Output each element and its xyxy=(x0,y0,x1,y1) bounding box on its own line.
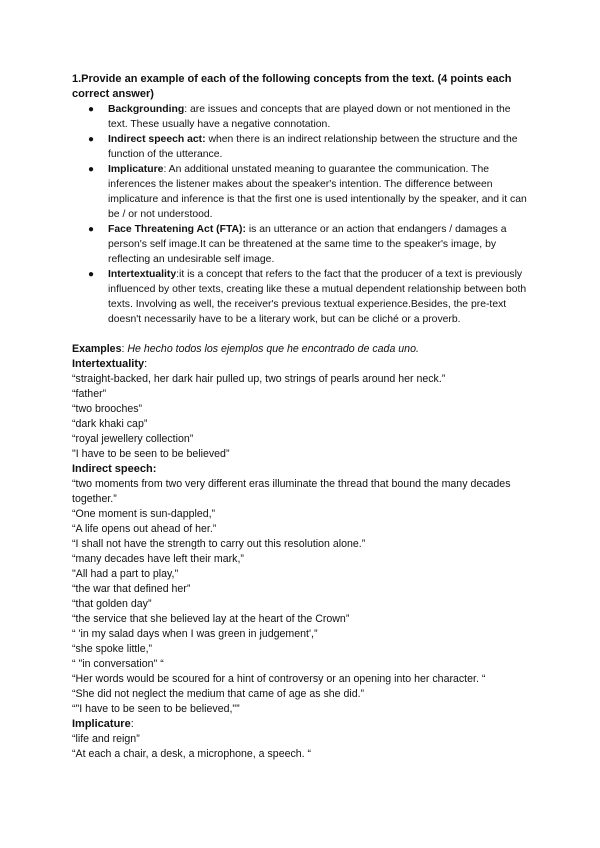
example-line: “life and reign” xyxy=(72,733,140,745)
concept-term: Indirect speech act: xyxy=(108,134,206,145)
examples-intro xyxy=(72,342,528,357)
concept-sep: : xyxy=(184,104,188,115)
concept-term: Implicature xyxy=(108,164,164,175)
concept-term: Backgrounding xyxy=(108,104,185,115)
document-page xyxy=(72,72,528,762)
concept-item xyxy=(72,102,528,132)
example-line: “At each a chair, a desk, a microphone, a speech. “ xyxy=(72,748,312,760)
concept-definition: is an utterance or an action that endangers / damages a person's self image.It can be threatened at the same time to the speaker's image, by reflecting an undesirable self image. xyxy=(108,224,507,265)
concept-definition: when there is an indirect relationship between the structure and the function of the utterance. xyxy=(108,134,518,160)
concept-definition: are issues and concepts that are played down or not mentioned in the text. These usually have a negative connotation. xyxy=(108,104,511,130)
example-line: “"I have to be seen to be believed,"” xyxy=(72,703,240,715)
example-line: “One moment is sun-dappled,” xyxy=(72,508,216,520)
examples-note: He hecho todos los ejemplos que he encontrado de cada uno. xyxy=(124,343,419,355)
concept-item xyxy=(72,267,528,327)
example-line: “dark khaki cap” xyxy=(72,418,148,430)
examples-label: Examples xyxy=(72,343,122,355)
example-line: “the service that she believed lay at the heart of the Crown” xyxy=(72,613,350,625)
blank-line xyxy=(72,327,528,342)
example-line: “I shall not have the strength to carry out this resolution alone.” xyxy=(72,538,366,550)
section-heading-text: Intertextuality xyxy=(72,358,145,370)
section-heading xyxy=(72,462,528,477)
concept-item xyxy=(72,222,528,267)
examples-colon: : xyxy=(121,343,125,355)
example-line: “she spoke little,” xyxy=(72,643,153,655)
section-heading-text: Implicature xyxy=(72,718,131,730)
section-implicature xyxy=(72,717,528,762)
concept-item xyxy=(72,132,528,162)
example-line: "All had a part to play," xyxy=(72,568,179,580)
section-heading xyxy=(72,357,528,372)
example-line: “the war that defined her” xyxy=(72,583,191,595)
section-heading xyxy=(72,717,528,732)
example-line: “father” xyxy=(72,388,107,400)
bullet-icon: ● xyxy=(88,269,95,280)
concept-sep: : xyxy=(163,164,167,175)
example-line: “Her words would be scoured for a hint of controversy or an opening into her character. “ xyxy=(72,673,486,685)
section-heading-colon: : xyxy=(130,718,134,730)
example-line: “that golden day” xyxy=(72,598,152,610)
concept-term: Intertextuality xyxy=(108,269,177,280)
section-intertextuality xyxy=(72,357,528,462)
example-line: “She did not neglect the medium that came of age as she did.” xyxy=(72,688,365,700)
bullet-icon: ● xyxy=(88,104,95,115)
section-heading-text: Indirect speech: xyxy=(72,463,157,475)
bullet-icon: ● xyxy=(88,164,95,175)
concept-definition: it is a concept that refers to the fact that the producer of a text is previously influenced by other texts, creating like these a mutual dependent relationship between both texts. Involving as well, the receiver's previous textual experience.Besides, the pre-text doesn't necessarily have to be a literary work, but can be cliché or a proverb. xyxy=(108,269,527,325)
question-heading: 1.Provide an example of each of the following concepts from the text. (4 points each correct answer) xyxy=(72,73,512,100)
section-heading-colon: : xyxy=(144,358,148,370)
example-line: “A life opens out ahead of her.” xyxy=(72,523,217,535)
example-line: "I have to be seen to be believed” xyxy=(72,448,230,460)
example-line: “royal jewellery collection” xyxy=(72,433,194,445)
concept-term: Face Threatening Act (FTA): xyxy=(108,224,246,235)
bullet-icon: ● xyxy=(88,224,95,235)
example-line: “two moments from two very different eras illuminate the thread that bound the many decades together.” xyxy=(72,478,511,505)
example-line: “many decades have left their mark,” xyxy=(72,553,244,565)
concept-sep: : xyxy=(176,269,180,280)
example-line: “two brooches” xyxy=(72,403,143,415)
concept-item xyxy=(72,162,528,222)
concepts-list xyxy=(72,102,528,327)
concept-definition: An additional unstated meaning to guarantee the communication. The inferences the listener makes about the speaker's intention. The difference between implicature and inference is that the first one is used intentionally by the speaker, and it can be / or not understood. xyxy=(108,164,527,220)
section-indirect-speech xyxy=(72,462,528,717)
example-line: “ 'in my salad days when I was green in judgement',” xyxy=(72,628,318,640)
bullet-icon: ● xyxy=(88,134,95,145)
example-line: “ "in conversation" “ xyxy=(72,658,164,670)
example-line: “straight-backed, her dark hair pulled up, two strings of pearls around her neck.” xyxy=(72,373,446,385)
